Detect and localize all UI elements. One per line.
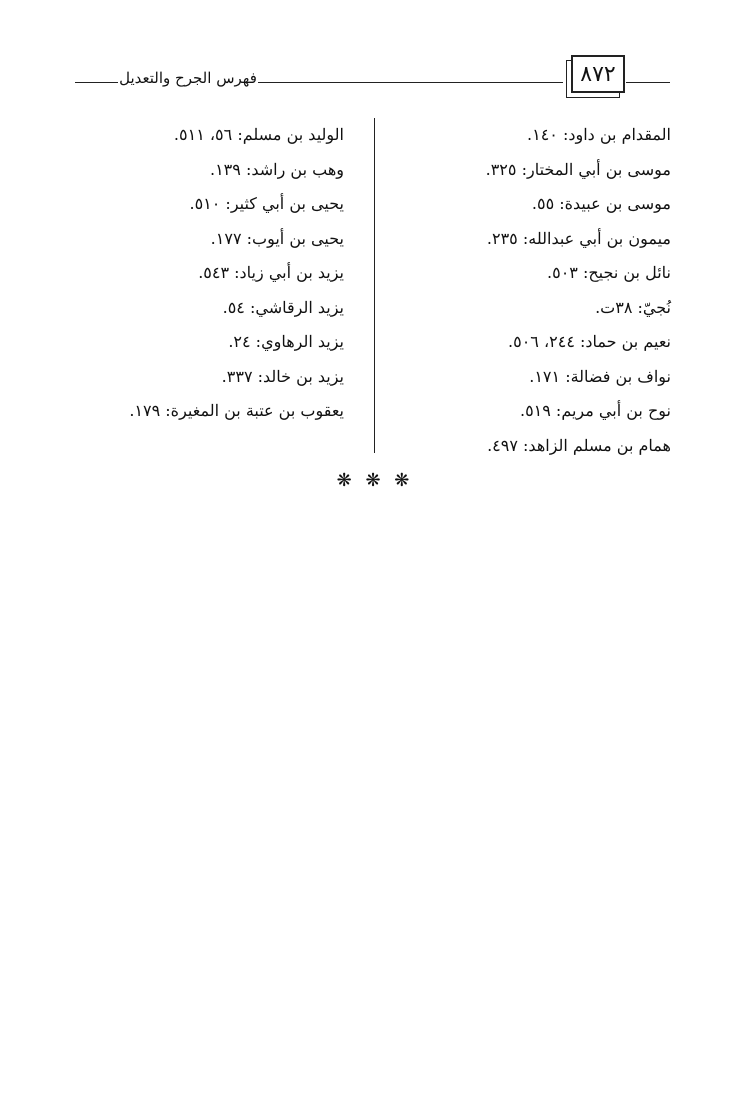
index-column-right (391, 118, 671, 463)
index-entry: نُجيّ: ٣٨ت. (595, 297, 671, 317)
column-divider (374, 118, 375, 453)
index-entry: نواف بن فضالة: ١٧١. (529, 366, 671, 386)
index-entry: يزيد الرقاشي: ٥٤. (222, 297, 344, 317)
index-entry: موسى بن أبي المختار: ٣٢٥. (485, 159, 671, 179)
index-entry: يزيد الرهاوي: ٢٤. (228, 332, 344, 351)
running-title: فهرس الجرح والتعديل (119, 69, 257, 87)
index-entry: يحيى بن أبي كثير: ٥١٠. (189, 194, 344, 213)
index-entry: الوليد بن مسلم: ٥٦، ٥١١. (173, 125, 344, 144)
index-entry: المقدام بن داود: ١٤٠. (527, 125, 671, 144)
header-rule-right (626, 82, 670, 83)
index-entry: نائل بن نجيح: ٥٠٣. (547, 263, 671, 282)
index-entry: يعقوب بن عتبة بن المغيرة: ١٧٩. (129, 401, 344, 420)
index-entry: يحيى بن أيوب: ١٧٧. (210, 228, 344, 248)
section-end-mark: ❋ ❋ ❋ (336, 470, 414, 491)
index-entry: يزيد بن خالد: ٣٣٧. (221, 366, 344, 386)
index-column-left (64, 118, 344, 429)
index-entry: نعيم بن حماد: ٢٤٤، ٥٠٦. (508, 332, 671, 351)
page-number: ٨٧٢ (571, 55, 625, 93)
header-rule-left (75, 82, 118, 83)
index-entry: همام بن مسلم الزاهد: ٤٩٧. (487, 435, 671, 455)
index-entry: ميمون بن أبي عبدالله: ٢٣٥. (486, 228, 671, 248)
index-entry: وهب بن راشد: ١٣٩. (209, 159, 344, 179)
index-entry: موسى بن عبيدة: ٥٥. (531, 194, 671, 213)
header-rule-middle (258, 82, 563, 83)
index-entry: نوح بن أبي مريم: ٥١٩. (519, 401, 671, 420)
index-entry: يزيد بن أبي زياد: ٥٤٣. (198, 263, 344, 282)
